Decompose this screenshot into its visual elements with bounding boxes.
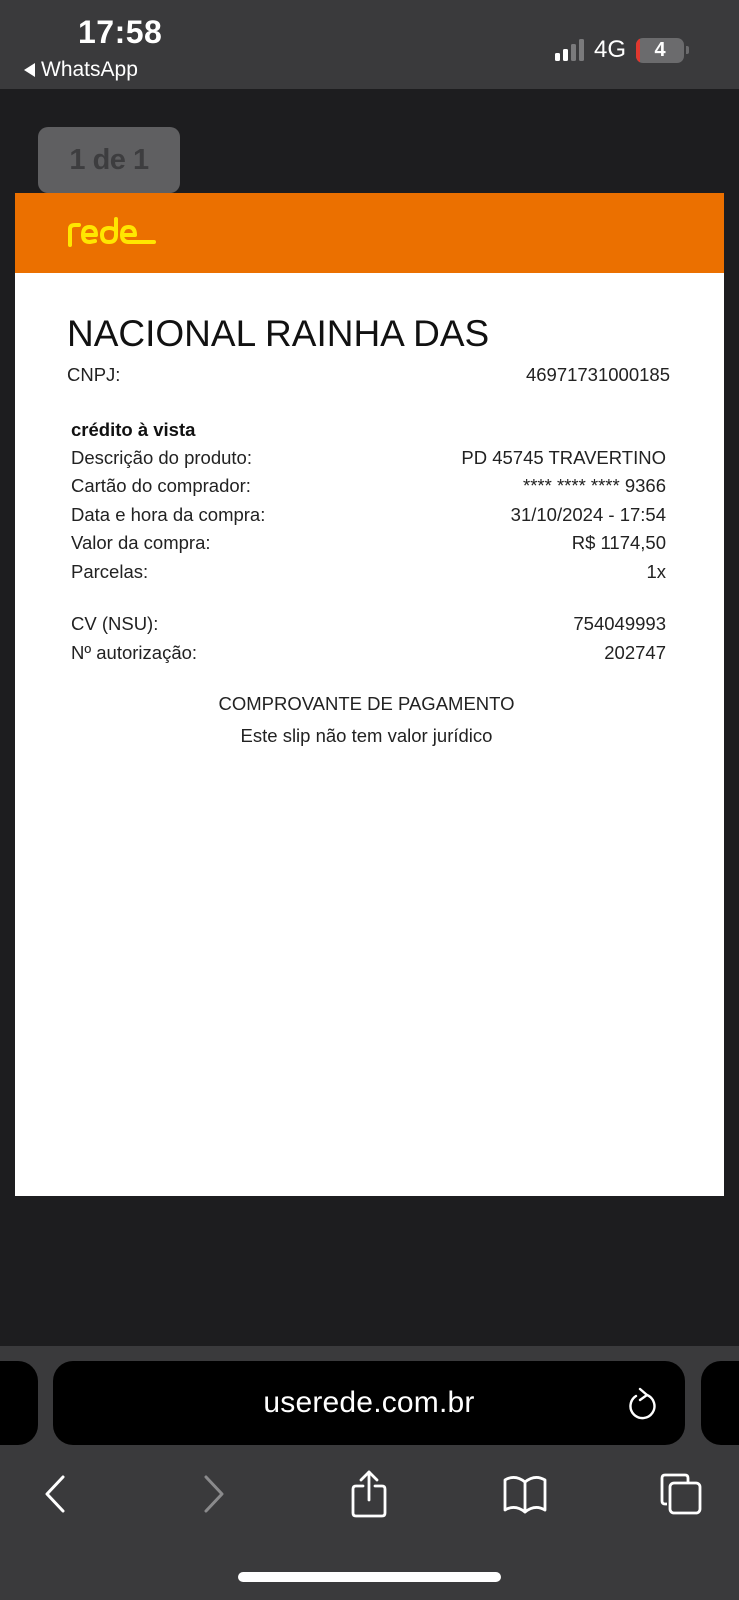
bookmarks-button[interactable] <box>495 1464 555 1524</box>
status-time: 17:58 <box>78 14 163 50</box>
back-triangle-icon <box>24 63 35 77</box>
cellular-signal-icon <box>555 39 584 61</box>
tabs-button[interactable] <box>651 1464 711 1524</box>
field-label: Parcelas: <box>71 560 149 582</box>
receipt-document <box>15 193 724 1196</box>
forward-icon <box>202 1474 226 1514</box>
receipt-header <box>15 193 724 273</box>
field-value: R$ 1174,50 <box>571 532 666 553</box>
back-icon <box>43 1474 67 1514</box>
field-value: 31/10/2024 - 17:54 <box>510 503 666 525</box>
forward-button[interactable] <box>184 1464 244 1524</box>
field-row <box>71 558 666 587</box>
cnpj-label: CNPJ: <box>67 364 121 385</box>
field-value: 1x <box>646 560 666 582</box>
status-bar <box>0 0 739 89</box>
share-button[interactable] <box>339 1464 399 1524</box>
field-label: Data e hora da compra: <box>71 503 266 525</box>
field-label: Cartão do comprador: <box>71 475 251 496</box>
merchant-name: NACIONAL RAINHA DAS <box>67 313 490 354</box>
field-row <box>71 529 666 558</box>
previous-tab-peek[interactable] <box>0 1361 38 1445</box>
field-row <box>71 501 666 530</box>
receipt-footer-title: COMPROVANTE DE PAGAMENTO <box>218 693 515 714</box>
field-value: PD 45745 TRAVERTINO <box>461 446 666 468</box>
receipt-footer-note: Este slip não tem valor jurídico <box>240 725 493 746</box>
network-type: 4G <box>593 36 626 63</box>
tabs-icon <box>659 1472 703 1516</box>
transaction-type: crédito à vista <box>71 418 196 440</box>
address-bar[interactable] <box>53 1361 685 1445</box>
rede-logo-icon <box>66 217 158 247</box>
field-row <box>71 444 666 473</box>
nsu-value: 754049993 <box>573 613 666 634</box>
back-to-app-link[interactable] <box>24 58 138 82</box>
battery-level: 4 <box>654 38 666 61</box>
url-text: userede.com.br <box>263 1386 475 1419</box>
browser-toolbar <box>0 1464 739 1524</box>
status-indicators <box>555 36 689 64</box>
back-app-label: WhatsApp <box>41 58 138 81</box>
next-tab-peek[interactable] <box>701 1361 739 1445</box>
book-icon <box>501 1474 549 1514</box>
cnpj-row <box>67 361 670 390</box>
field-row <box>71 472 666 501</box>
nsu-label: CV (NSU): <box>71 613 159 634</box>
field-label: Descrição do produto: <box>71 446 252 468</box>
cnpj-value: 46971731000185 <box>525 364 670 385</box>
battery-icon <box>636 38 689 63</box>
share-icon <box>349 1469 389 1519</box>
reload-icon[interactable] <box>627 1387 659 1421</box>
authorization-row <box>71 639 666 668</box>
authorization-label: Nº autorização: <box>71 641 198 663</box>
page-counter: 1 de 1 <box>38 127 180 193</box>
back-button[interactable] <box>25 1464 85 1524</box>
browser-bottom-bar <box>0 1346 739 1600</box>
home-indicator[interactable] <box>238 1572 501 1582</box>
field-label: Valor da compra: <box>71 532 211 553</box>
authorization-value: 202747 <box>604 641 666 663</box>
nsu-row <box>71 610 666 639</box>
field-value: **** **** **** 9366 <box>523 475 666 496</box>
